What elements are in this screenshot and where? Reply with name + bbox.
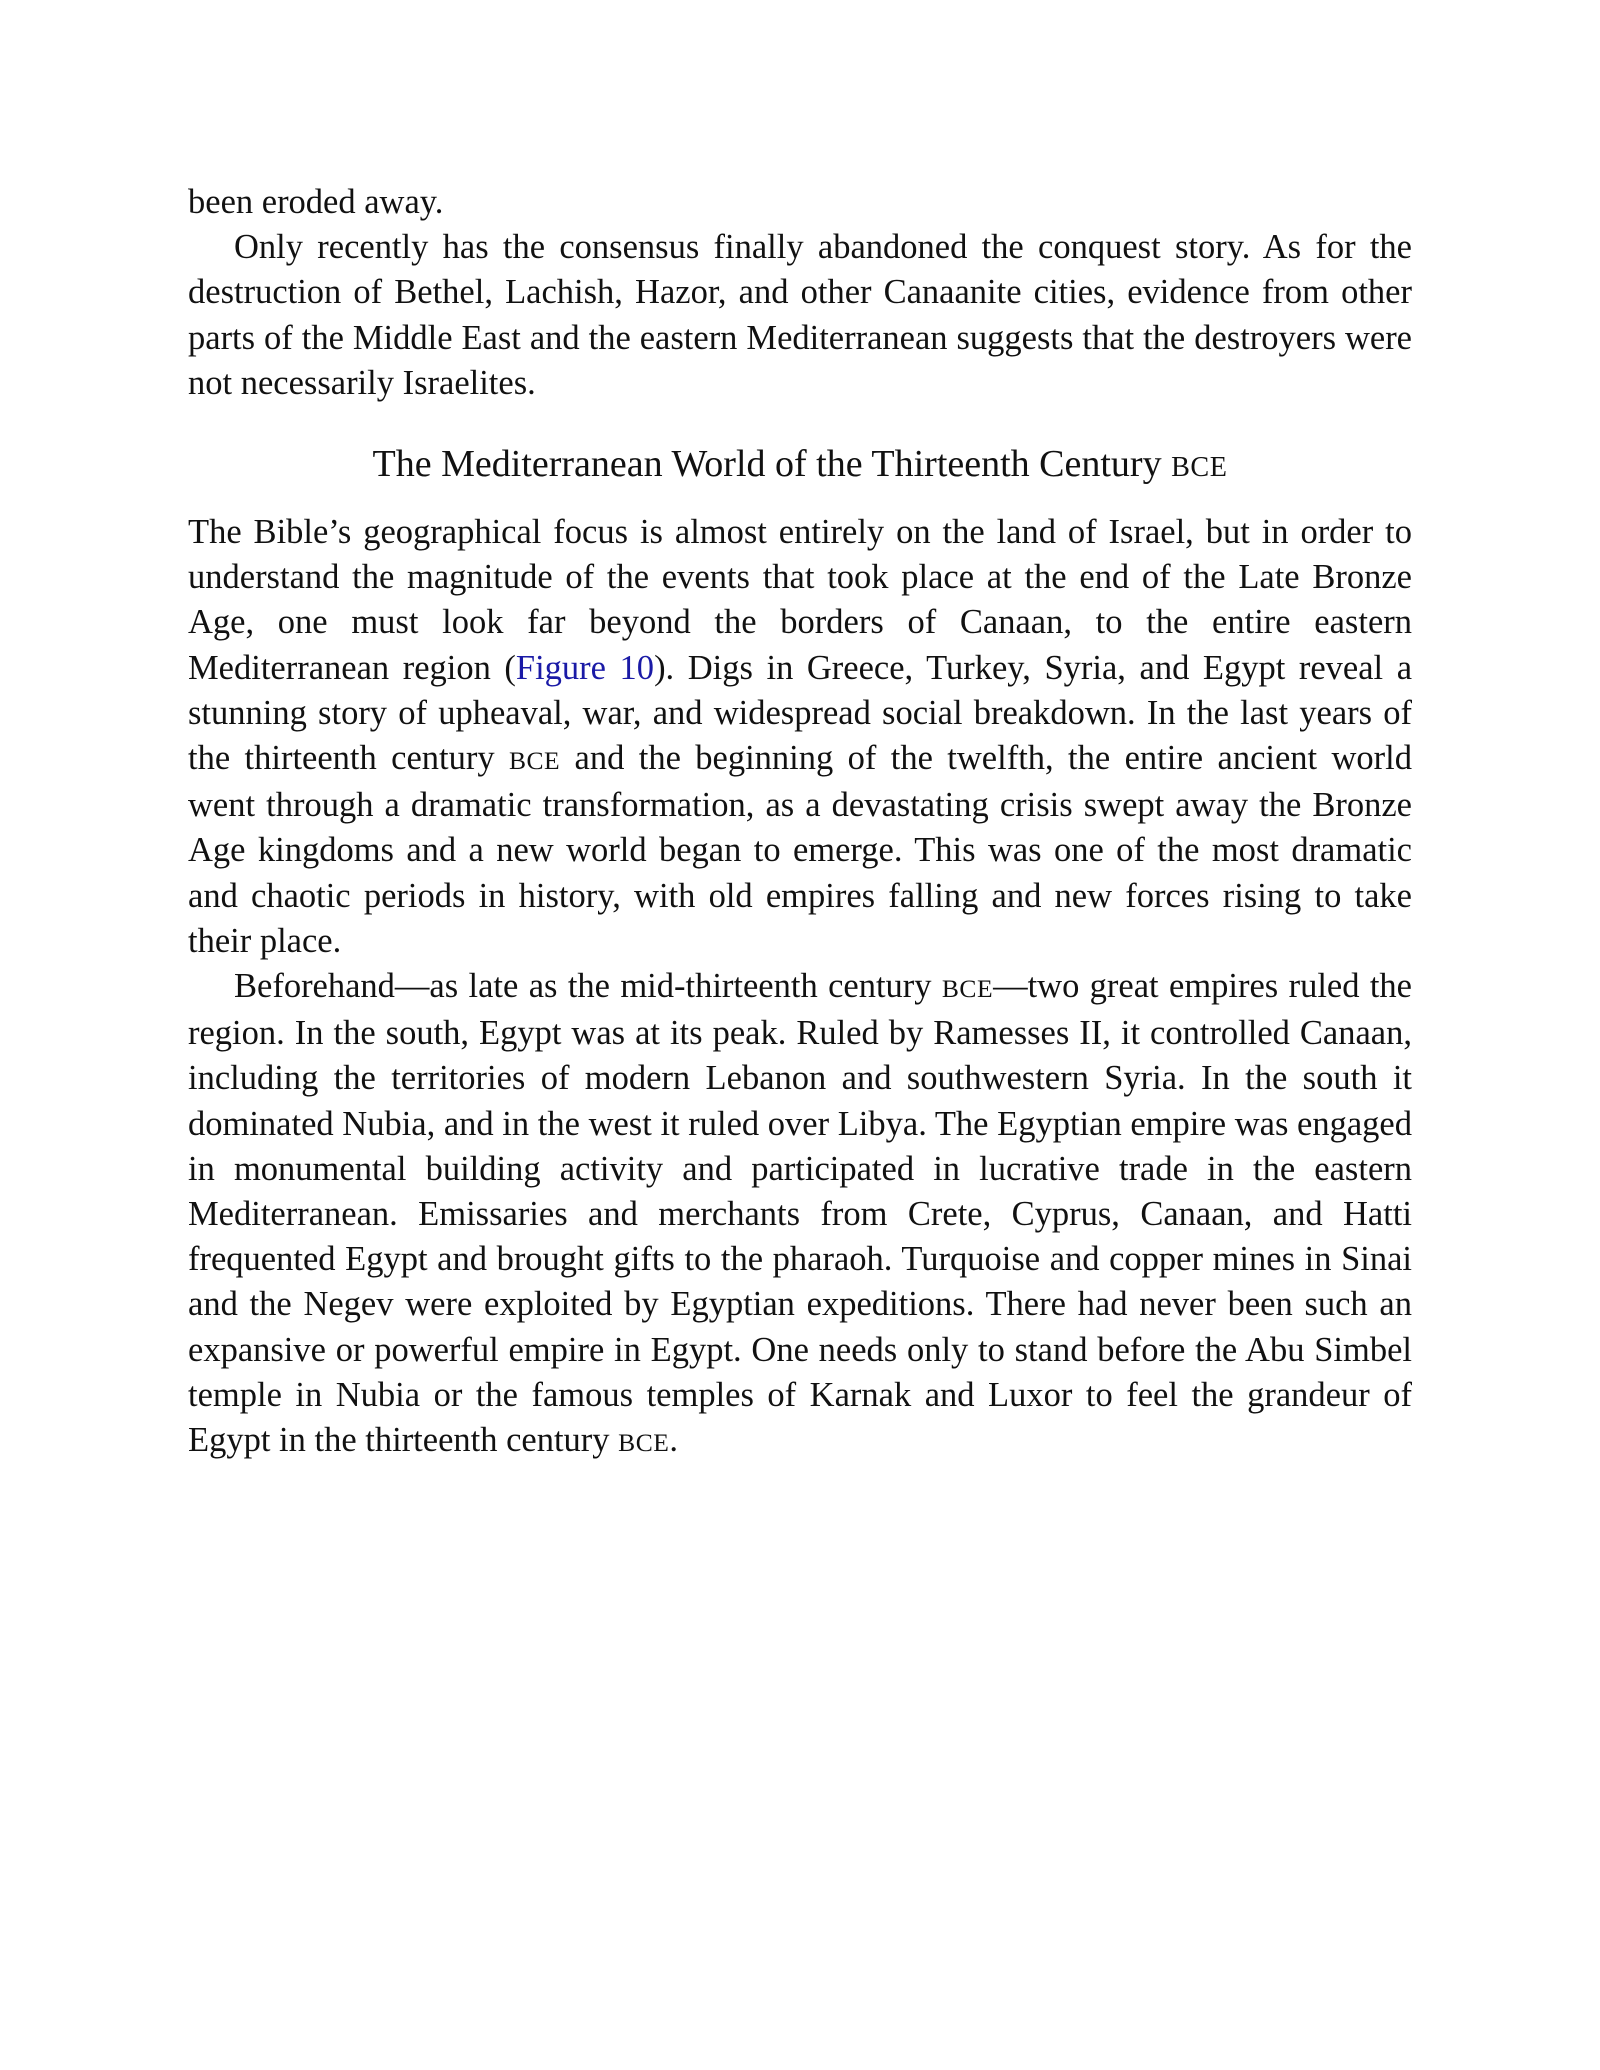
paragraph-geographical-focus-text-2: ). Digs in Greece, Turkey, Syria, and Egypt reveal a stunning story of upheaval, war, and widespread social breakdown. In the last years of the thirteenth century [188, 648, 1413, 778]
paragraph-geographical-focus-text-1: The Bible’s geographical focus is almost entirely on the land of Israel, but in order to understand the magnitude of the events that took place at the end of the Late Bronze Age, one must look far beyond the borders of Canaan, to the entire eastern Mediterranean region ( [188, 513, 1412, 687]
era-abbreviation: BCE [508, 746, 561, 776]
section-heading [188, 436, 1412, 496]
paragraph-geographical-focus [188, 510, 1412, 964]
paragraph-continuation [188, 180, 1412, 225]
paragraph-geographical-focus-text-3: and the beginning of the twelfth, the entire ancient world went through a dramatic transformation, as a devastating crisis swept away the Bronze Age kingdoms and a new world began to emerge. This was one of the most dramatic and chaotic periods in history, with old empires falling and new forces rising to take their place. [188, 739, 1412, 960]
figure-10-link[interactable]: Figure 10 [515, 648, 655, 687]
paragraph-two-empires-text-2: —two great empires ruled the region. In the south, Egypt was at its peak. Ruled by Ramesses II, it controlled Canaan, including the territories of modern Lebanon and southwestern Syria. In the south it dominated Nubia, and in the west it ruled over Libya. The Egyptian empire was engaged in monumental building activity and participated in lucrative trade in the eastern Mediterranean. Emissaries and merchants from Crete, Cyprus, Canaan, and Hatti frequented Egypt and brought gifts to the pharaoh. Turquoise and copper mines in Sinai and the Negev were exploited by Egyptian expeditions. There had never been such an expansive or powerful empire in Egypt. One needs only to stand before the Abu Simbel temple in Nubia or the famous temples of Karnak and Luxor to feel the grandeur of Egypt in the thirteenth century [188, 967, 1412, 1460]
paragraph-continuation-text: been eroded away. [188, 183, 444, 221]
paragraph-two-empires-end: . [669, 1421, 678, 1460]
page-body [188, 180, 1412, 1465]
section-heading-era: BCE [1171, 452, 1228, 484]
era-abbreviation: BCE [941, 974, 994, 1004]
section-heading-text: The Mediterranean World of the Thirteenth Century [372, 443, 1162, 486]
paragraph-conquest-story [188, 225, 1412, 406]
paragraph-two-empires [188, 964, 1412, 1465]
paragraph-conquest-story-text: Only recently has the consensus finally abandoned the conquest story. As for the destruction of Bethel, Lachish, Hazor, and other Canaanite cities, evidence from other parts of the Middle East and the eastern Mediterranean suggests that the destroyers were not necessarily Israelites. [188, 228, 1412, 402]
era-abbreviation: BCE [618, 1428, 670, 1458]
paragraph-two-empires-text-1: Beforehand—as late as the mid-thirteenth century [234, 967, 932, 1006]
